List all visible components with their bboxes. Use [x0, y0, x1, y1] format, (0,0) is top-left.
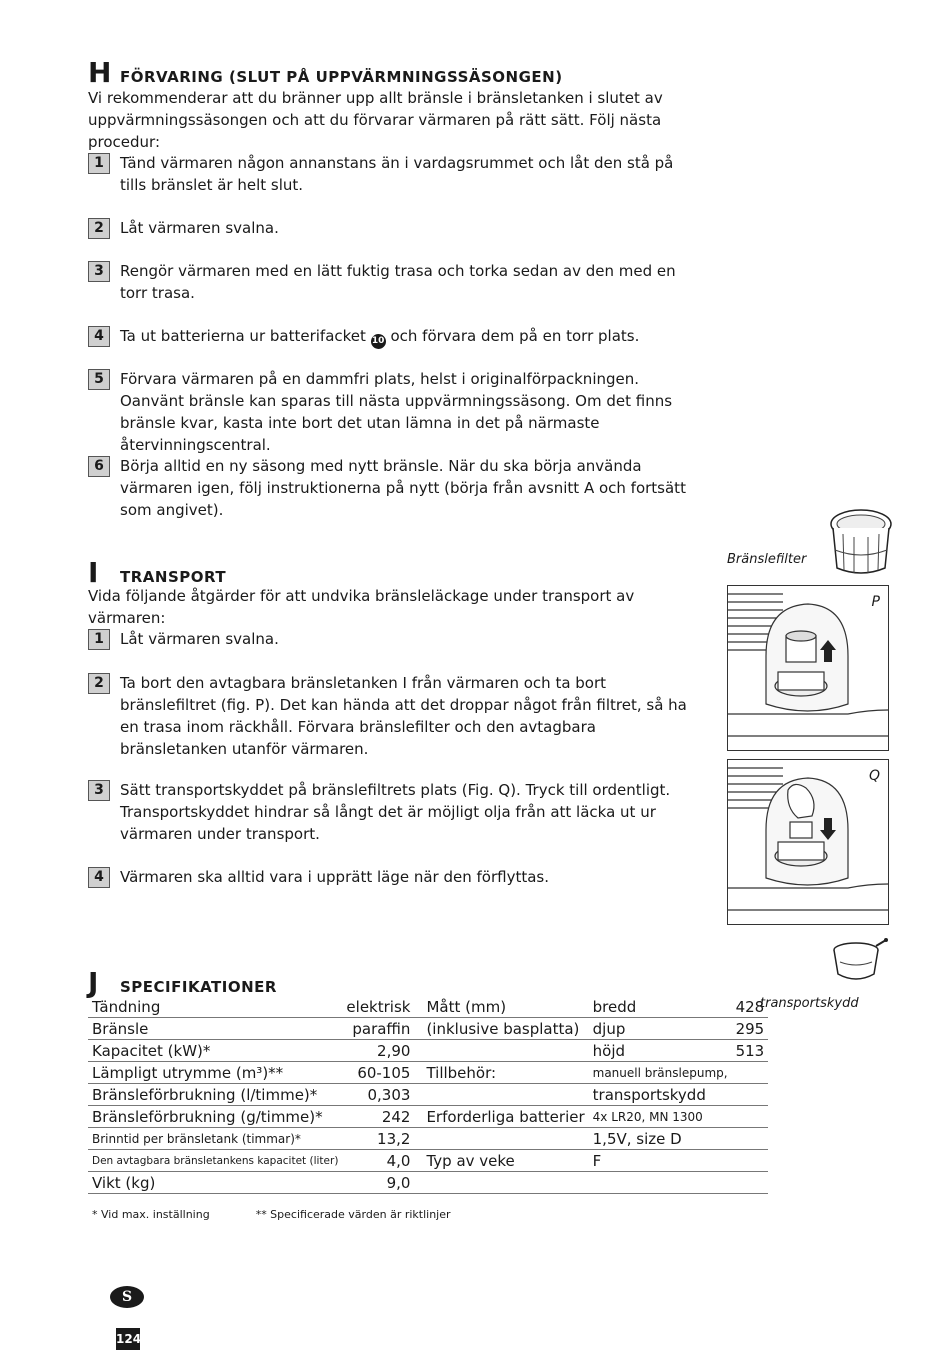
spec-label-right [422, 1172, 588, 1194]
spec-sub-value [732, 1062, 769, 1084]
step-text: Förvara värmaren på en dammfri plats, helst i originalförpackningen. Oanvänt bränsle kan sparas till nästa uppvärmningssäsong. Om det finns bränsle kvar, kasta inte bort det utan lämna in det på närmaste återvinningscentral. [120, 370, 673, 454]
spec-sub-label: bredd [589, 996, 732, 1018]
fuel-filter-caption: Bränslefilter [727, 552, 807, 567]
figure-p-label: P [871, 594, 880, 610]
transport-cap-caption: transportskydd [760, 996, 859, 1011]
table-row [88, 1128, 768, 1150]
fuel-filter-illustration [828, 506, 894, 578]
section-h-intro: Vi rekommenderar att du bränner upp allt bränsle i bränsletanken i slutet av uppvärmningssäsongen och att du förvarar värmaren på rätt sätt. Följ nästa procedur: [88, 89, 663, 151]
spec-value: 60-105 [342, 1062, 414, 1084]
step-text: Låt värmaren svalna. [120, 630, 279, 648]
step-text: Låt värmaren svalna. [120, 219, 279, 237]
step-h-6 [88, 455, 700, 521]
step-h-4 [88, 325, 700, 349]
step-h-5 [88, 368, 700, 456]
step-h-1 [88, 152, 700, 196]
spec-label: Brinntid per bränsletank (timmar)* [88, 1128, 342, 1150]
section-i-intro: Vida följande åtgärder för att undvika bränsleläckage under transport av värmaren: [88, 587, 635, 627]
spec-label-right [422, 1128, 588, 1150]
spec-label: Bränsleförbrukning (g/timme)* [88, 1106, 342, 1128]
spec-sub-label: 4x LR20, MN 1300 [589, 1106, 732, 1128]
spec-sub-label: manuell bränslepump, [589, 1062, 732, 1084]
spec-sub-label: höjd [589, 1040, 732, 1062]
step-i-3 [88, 779, 700, 845]
step-number: 4 [88, 867, 110, 888]
step-text: Värmaren ska alltid vara i upprätt läge när den förflyttas. [120, 868, 549, 886]
section-j-heading [88, 966, 277, 999]
table-row [88, 1018, 768, 1040]
spec-label: Kapacitet (kW)* [88, 1040, 342, 1062]
section-h-heading [88, 56, 563, 89]
step-text: Ta bort den avtagbara bränsletanken I från värmaren och ta bort bränslefiltret (fig. P). Det kan hända att det droppar något från filtret, så ha en trasa inom räckhåll. Förvara bränslefilter och den avtagbara bränsletanken utanför värmaren. [120, 674, 687, 758]
spec-label: Bränsle [88, 1018, 342, 1040]
specifications-table [88, 996, 765, 1194]
step-number: 1 [88, 153, 110, 174]
figure-q-label: Q [868, 768, 880, 784]
heater-insert-transport-cap-illustration [728, 760, 888, 924]
spec-sub-label: djup [589, 1018, 732, 1040]
step-number: 3 [88, 261, 110, 282]
table-row [88, 1062, 768, 1084]
spec-value: 2,90 [342, 1040, 414, 1062]
spec-label-right [422, 1084, 588, 1106]
spec-sub-value: 428 [732, 996, 769, 1018]
spec-sub-value [732, 1106, 769, 1128]
step-text: Börja alltid en ny säsong med nytt bränsle. När du ska börja använda värmaren igen, följ instruktionerna på nytt (börja från avsnitt A och fortsätt som angivet). [120, 457, 686, 519]
spec-label-right: Typ av veke [422, 1150, 588, 1172]
spec-value: 13,2 [342, 1128, 414, 1150]
spec-label-right: Mått (mm) [422, 996, 588, 1018]
spec-label-right [422, 1040, 588, 1062]
spec-sub-label: F [589, 1150, 732, 1172]
step-number: 4 [88, 326, 110, 347]
spec-sub-label [589, 1172, 732, 1194]
spec-label: Den avtagbara bränsletankens kapacitet (liter) [88, 1150, 342, 1172]
step-h-3 [88, 260, 700, 304]
step-number: 6 [88, 456, 110, 477]
table-row [88, 1084, 768, 1106]
spec-label-right: Tillbehör: [422, 1062, 588, 1084]
table-row [88, 1172, 768, 1194]
step-text: Rengör värmaren med en lätt fuktig trasa och torka sedan av den med en torr trasa. [120, 262, 676, 302]
figure-q [727, 759, 889, 925]
step-text [120, 325, 700, 349]
step-text: Sätt transportskyddet på bränslefiltrets plats (Fig. Q). Tryck till ordentligt. Transportskyddet hindrar så långt det är möjligt olja från att läcka ut ur värmaren under transport. [120, 781, 671, 843]
step-number: 2 [88, 218, 110, 239]
section-title: FÖRVARING (SLUT PÅ UPPVÄRMNINGSSÄSONGEN) [120, 68, 563, 86]
figure-p [727, 585, 889, 751]
table-row [88, 1106, 768, 1128]
spec-label: Vikt (kg) [88, 1172, 342, 1194]
step-number: 3 [88, 780, 110, 801]
battery-compartment-ref-icon: 10 [371, 334, 386, 349]
spec-label: Lämpligt utrymme (m³)** [88, 1062, 342, 1084]
step-text-before: Ta ut batterierna ur batterifacket [120, 327, 366, 345]
heater-remove-filter-illustration [728, 586, 888, 750]
step-i-4 [88, 866, 700, 888]
spec-value: 242 [342, 1106, 414, 1128]
step-text: Tänd värmaren någon annanstans än i vardagsrummet och låt den stå på tills bränslet är helt slut. [120, 154, 674, 194]
footnote: ** Specificerade värden är riktlinjer [255, 1208, 451, 1221]
step-i-1 [88, 628, 700, 650]
footnote: * Vid max. inställning [92, 1208, 210, 1221]
spec-sub-label: transportskydd [589, 1084, 732, 1106]
step-text-after: och förvara dem på en torr plats. [390, 327, 640, 345]
spec-sub-value [732, 1084, 769, 1106]
spec-value: paraffin [342, 1018, 414, 1040]
spec-sub-value [732, 1128, 769, 1150]
spec-label-right: (inklusive basplatta) [422, 1018, 588, 1040]
section-title: TRANSPORT [120, 568, 227, 586]
spec-value: 9,0 [342, 1172, 414, 1194]
language-badge: S [110, 1286, 144, 1308]
section-letter: H [88, 56, 112, 89]
spec-value: 4,0 [342, 1150, 414, 1172]
section-letter: J [88, 966, 99, 999]
spec-value: elektrisk [342, 996, 414, 1018]
section-letter: I [88, 556, 99, 589]
table-row [88, 1150, 768, 1172]
table-row [88, 996, 768, 1018]
step-number: 1 [88, 629, 110, 650]
spec-label: Tändning [88, 996, 342, 1018]
step-i-2 [88, 672, 700, 760]
transport-cap-illustration [830, 938, 890, 988]
spec-label-right: Erforderliga batterier [422, 1106, 588, 1128]
section-title: SPECIFIKATIONER [120, 978, 277, 996]
spec-sub-value: 295 [732, 1018, 769, 1040]
spec-sub-value: 513 [732, 1040, 769, 1062]
spec-sub-value [732, 1172, 769, 1194]
step-number: 2 [88, 673, 110, 694]
spec-label: Bränsleförbrukning (l/timme)* [88, 1084, 342, 1106]
page-number: 124 [116, 1328, 140, 1350]
spec-sub-value [732, 1150, 769, 1172]
spec-sub-label: 1,5V, size D [589, 1128, 732, 1150]
step-h-2 [88, 217, 700, 239]
step-number: 5 [88, 369, 110, 390]
spec-value: 0,303 [342, 1084, 414, 1106]
table-row [88, 1040, 768, 1062]
footnotes [92, 1208, 451, 1221]
